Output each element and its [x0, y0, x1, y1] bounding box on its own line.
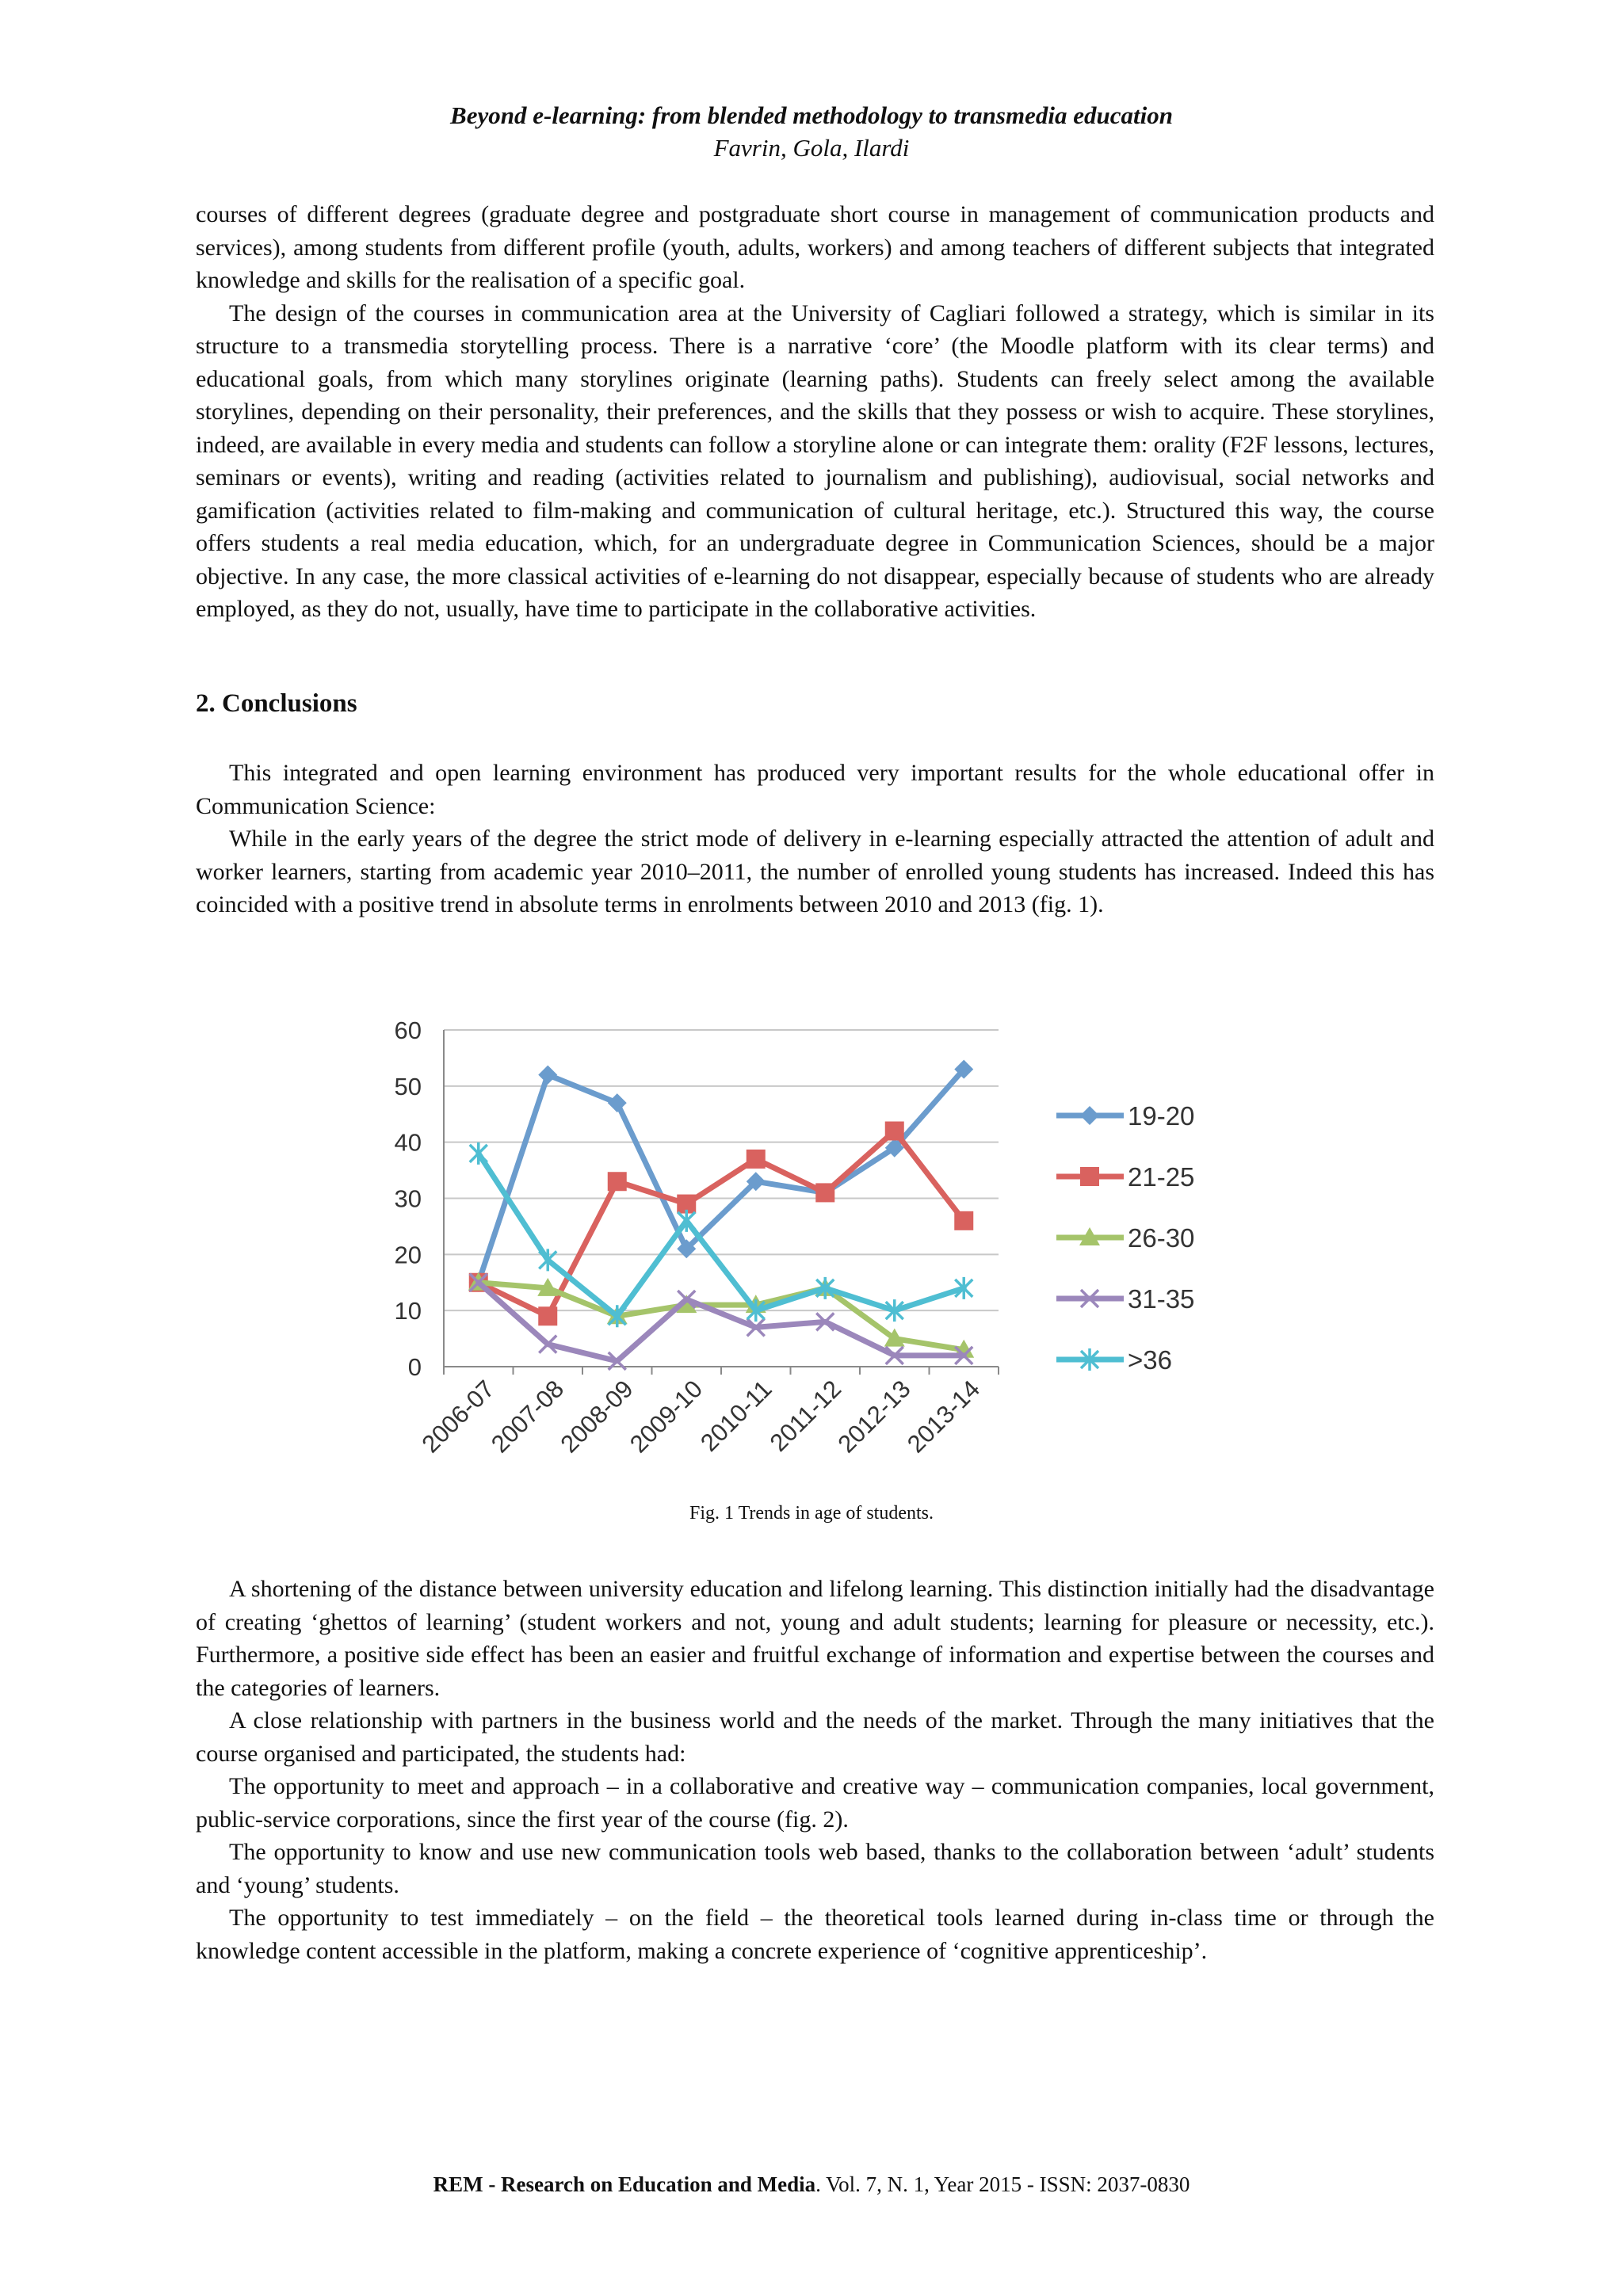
y-tick-label: 20	[394, 1241, 422, 1269]
y-tick-label: 50	[394, 1072, 422, 1100]
data-point-21-25	[538, 1306, 557, 1325]
x-tick-label: 2011-12	[764, 1375, 847, 1457]
body-text-mid	[196, 757, 1434, 921]
y-tick-label: 40	[394, 1128, 422, 1157]
legend-label-26-30: 26-30	[1128, 1223, 1195, 1253]
legend-label-21-25: 21-25	[1128, 1162, 1195, 1192]
age-trend-line-chart	[365, 1002, 1260, 1486]
data-point-21-25	[954, 1211, 973, 1230]
paragraph: A shortening of the distance between university education and lifelong learning. This distinction initially had the disadvantage of creating ‘ghettos of learning’ (student workers and not, young and adult students; learning for pleasure or necessity, etc.). Furthermore, a positive side effect has been an easier and fruitful exchange of information and expertise between the courses and the categories of learners.	[196, 1576, 1434, 1701]
data-point-19-20	[538, 1066, 557, 1085]
paragraph: The opportunity to test immediately – on the field – the theoretical tools learned during in-class time or through the knowledge content accessible in the platform, making a concrete experience of ‘cognitive apprenticeship’.	[196, 1905, 1434, 1964]
journal-name: REM - Research on Education and Media	[433, 2172, 816, 2196]
data-point-36	[539, 1249, 556, 1271]
figure-caption: Fig. 1 Trends in age of students.	[689, 1503, 934, 1524]
legend-marker-21-25	[1080, 1167, 1099, 1186]
data-point-21-25	[608, 1172, 627, 1191]
paragraph: courses of different degrees (graduate degree and postgraduate short course in management of communication products and services), among students from different profile (youth, adults, workers) and among teachers of different subjects that integrated knowledge and skills for the realisation of a specific goal.	[196, 201, 1434, 293]
x-tick-label: 2009-10	[624, 1375, 708, 1459]
journal-details: . Vol. 7, N. 1, Year 2015 - ISSN: 2037-0830	[815, 2172, 1190, 2196]
x-tick-label: 2013-14	[901, 1375, 986, 1459]
body-text-bottom	[196, 1573, 1434, 1967]
paper-authors: Favrin, Gola, Ilardi	[713, 134, 910, 162]
data-point-21-25	[885, 1122, 904, 1141]
legend-label-36: >36	[1128, 1345, 1172, 1375]
y-tick-label: 10	[394, 1297, 422, 1325]
data-point-21-25	[747, 1150, 766, 1169]
x-tick-label: 2008-09	[555, 1375, 639, 1459]
data-point-19-20	[608, 1093, 627, 1112]
legend-marker-19-20	[1080, 1106, 1099, 1125]
data-point-21-25	[815, 1183, 834, 1202]
paragraph: A close relationship with partners in the business world and the needs of the market. Through the many initiatives that the course organised and participated, the students had:	[196, 1707, 1434, 1767]
data-point-36	[678, 1210, 695, 1232]
running-header	[0, 100, 1623, 165]
paragraph: The design of the courses in communication area at the University of Cagliari followed a strategy, which is similar in its structure to a transmedia storytelling process. There is a narrative ‘core’ (the Moodle platform with its clear terms) and educational goals, from which many storylines originate (learning paths). Students can freely select among the available storylines, depending on their personality, their preferences, and the skills that they possess or wish to acquire. These storylines, indeed, are available in every media and students can follow a storyline alone or can integrate them: orality (F2F lessons, lectures, seminars or events), writing and reading (activities related to journalism and publishing), audiovisual, social networks and gamification (activities related to film-making and communication of cultural heritage, etc.). Structured this way, the course offers students a real media education, which, for an undergraduate degree in Communication Sciences, should be a major objective. In any case, the more classical activities of e-learning do not disappear, especially because of students who are already employed, as they do not, usually, have time to participate in the collaborative activities.	[196, 299, 1434, 622]
x-tick-label: 2012-13	[832, 1375, 916, 1459]
series-line-19-20	[479, 1070, 964, 1283]
section-heading: 2. Conclusions	[196, 689, 357, 718]
body-text-top	[196, 198, 1434, 626]
y-tick-label: 60	[394, 1016, 422, 1044]
paragraph: The opportunity to meet and approach – in a collaborative and creative way – communication companies, local government, public-service corporations, since the first year of the course (fig. 2).	[196, 1773, 1434, 1833]
data-point-36	[470, 1142, 487, 1165]
legend-label-19-20: 19-20	[1128, 1101, 1195, 1131]
page-footer	[0, 2172, 1623, 2197]
legend-label-31-35: 31-35	[1128, 1284, 1195, 1314]
y-tick-label: 0	[407, 1353, 422, 1381]
y-tick-label: 30	[394, 1184, 422, 1213]
paragraph: While in the early years of the degree the strict mode of delivery in e-learning especially attracted the attention of adult and worker learners, starting from academic year 2010–2011, the number of enrolled young students has increased. Indeed this has coincided with a positive trend in absolute terms in enrolments between 2010 and 2013 (fig. 1).	[196, 826, 1434, 917]
paragraph: The opportunity to know and use new communication tools web based, thanks to the collaboration between ‘adult’ students and ‘young’ students.	[196, 1839, 1434, 1898]
x-tick-label: 2007-08	[485, 1375, 570, 1459]
paragraph: This integrated and open learning environment has produced very important results for the whole educational offer in Communication Science:	[196, 760, 1434, 819]
x-tick-label: 2006-07	[416, 1375, 500, 1459]
paper-title: Beyond e-learning: from blended methodology to transmedia education	[450, 101, 1173, 129]
x-tick-label: 2010-11	[695, 1375, 777, 1457]
